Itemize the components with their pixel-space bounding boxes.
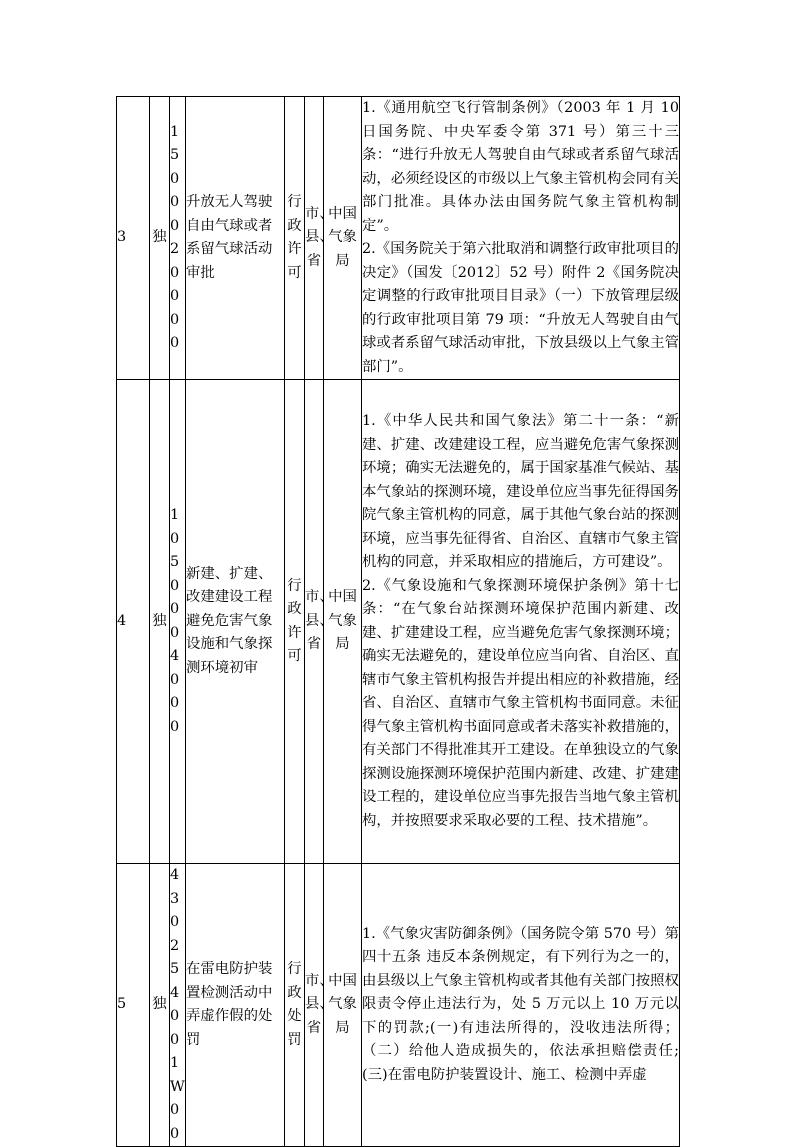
basis-paragraph: 1.《通用航空飞行管制条例》（2003 年 1 月 10 日国务院、中央军委令第 371 号）第三十三条：“进行升放无人驾驶自由气球或者系留气球活动，必须经设区的市级以上气象主管机构会同有关部门批准。具体办法由国务院气象主管机构制定”。 bbox=[362, 100, 679, 234]
item-level: 市、县、省 bbox=[305, 97, 324, 380]
table-row bbox=[117, 864, 680, 1147]
item-category: 行政许可 bbox=[285, 97, 305, 380]
item-name: 在雷电防护装置检测活动中弄虚作假的处罚 bbox=[186, 864, 285, 1147]
item-level: 市、县、省 bbox=[305, 864, 324, 1147]
approval-items-table bbox=[116, 96, 680, 1147]
table-row bbox=[117, 97, 680, 380]
item-legal-basis bbox=[362, 864, 680, 1147]
item-type: 独 bbox=[150, 380, 170, 864]
basis-paragraph: 1.《中华人民共和国气象法》第二十一条：“新建、扩建、改建建设工程，应当避免危害气象探测环境；确实无法避免的，属于国家基准气候站、基本气象站的探测环境，建设单位应当事先征得国务院气象主管机构的同意，属于其他气象台站的探测环境，应当事先征得省、自治区、直辖市气象主管机构的同意，并采取相应的措施后，方可建设”。 bbox=[362, 413, 679, 570]
item-seq: 3 bbox=[117, 97, 150, 380]
item-name: 新建、扩建、改建建设工程避免危害气象设施和气象探测环境初审 bbox=[186, 380, 285, 864]
item-code: 1500020000 bbox=[170, 97, 186, 380]
item-category: 行政许可 bbox=[285, 380, 305, 864]
item-type: 独 bbox=[150, 97, 170, 380]
table-row bbox=[117, 380, 680, 864]
item-category: 行政处罚 bbox=[285, 864, 305, 1147]
item-legal-basis bbox=[362, 380, 680, 864]
basis-paragraph: 2.《气象设施和气象探测环境保护条例》第十七条：“在气象台站探测环境保护范围内新建、改建、扩建建设工程，应当避免危害气象探测环境；确实无法避免的，建设单位应当向省、自治区、直辖市气象主管机构报告并提出相应的补救措施，经省、自治区、直辖市气象主管机构书面同意。未征得气象主管机构书面同意或者未落实补救措施的，有关部门不得批准其开工建设。在单独设立的气象探测设施探测环境保护范围内新建、改建、扩建建设工程的，建设单位应当事先报告当地气象主管机构，并按照要求采取必要的工程、技术措施”。 bbox=[362, 577, 679, 829]
item-type: 独 bbox=[150, 864, 170, 1147]
item-department: 中国气象局 bbox=[324, 380, 362, 864]
item-department: 中国气象局 bbox=[324, 864, 362, 1147]
item-level: 市、县、省 bbox=[305, 380, 324, 864]
item-seq: 5 bbox=[117, 864, 150, 1147]
item-department: 中国气象局 bbox=[324, 97, 362, 380]
item-legal-basis bbox=[362, 97, 680, 380]
item-seq: 4 bbox=[117, 380, 150, 864]
item-code: 1050004000 bbox=[170, 380, 186, 864]
basis-paragraph: 1.《气象灾害防御条例》（国务院令第 570 号）第四十五条 违反本条例规定，有下列行为之一的，由县级以上气象主管机构或者其他有关部门按照权限责令停止违法行为，处 5 万元以上 10 万元以下的罚款;(一)有违法所得的，没收违法所得；（二）给他人造成损失的，依法承担赔偿责任;(三)在雷电防护装置设计、施工、检测中弄虚 bbox=[362, 925, 679, 1083]
basis-paragraph: 2.《国务院关于第六批取消和调整行政审批项目的决定》（国发〔2012〕52 号）附件 2《国务院决定调整的行政审批项目目录》（一）下放管理层级的行政审批项目第 79 项：“升放无人驾驶自由气球或者系留气球活动审批，下放县级以上气象主管部门”。 bbox=[362, 241, 679, 375]
item-name: 升放无人驾驶自由气球或者系留气球活动审批 bbox=[186, 97, 285, 380]
item-code: 430254001W00 bbox=[170, 864, 186, 1147]
